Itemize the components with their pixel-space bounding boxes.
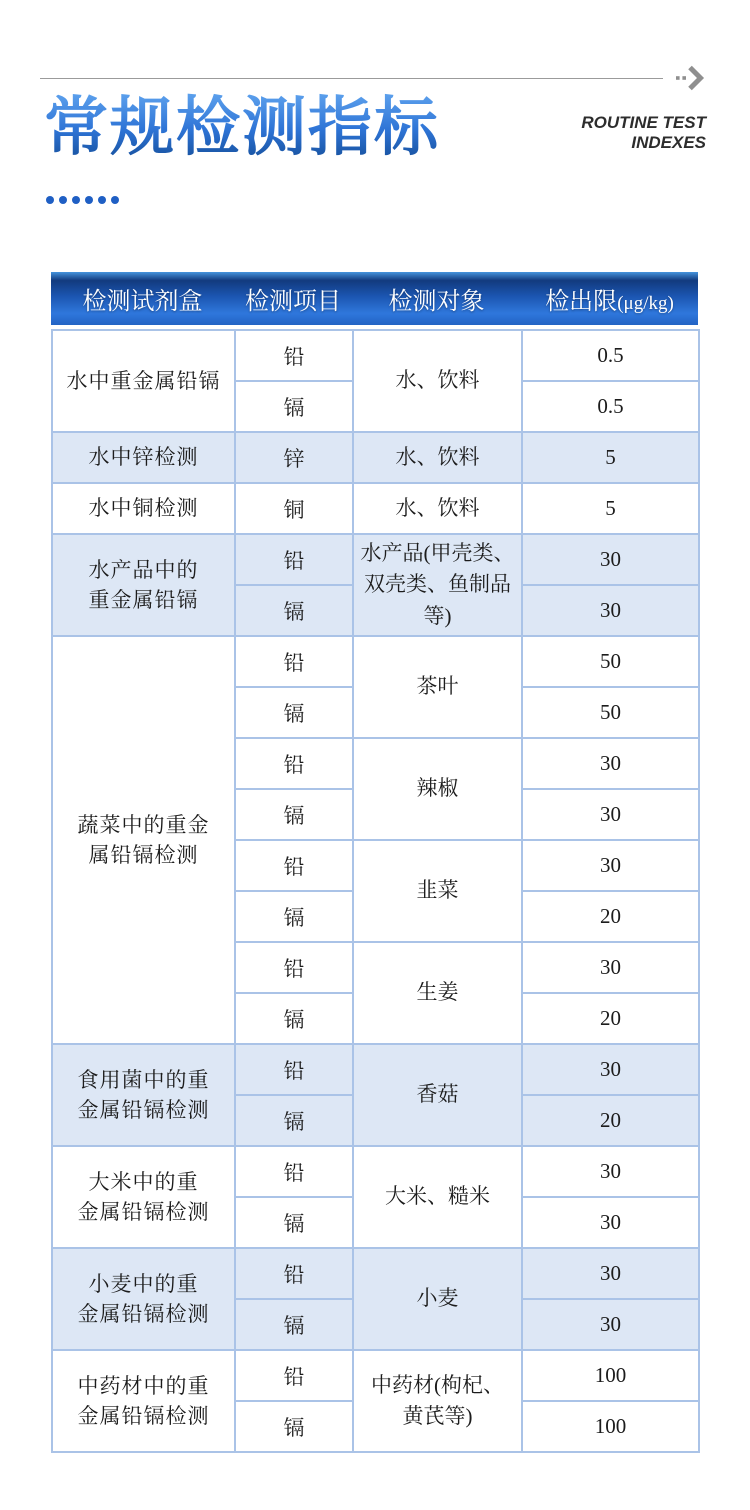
item-cell: 镉 <box>235 1299 353 1350</box>
item-cell: 铅 <box>235 1044 353 1095</box>
limit-cell: 100 <box>522 1401 699 1452</box>
limit-cell: 30 <box>522 1197 699 1248</box>
limit-header-unit: (μg/kg) <box>617 293 674 314</box>
dot-icon <box>98 196 106 204</box>
limit-cell: 0.5 <box>522 381 699 432</box>
test-index-table <box>51 272 698 1453</box>
table-row <box>52 1044 699 1095</box>
table-header-row <box>51 272 698 325</box>
item-cell: 镉 <box>235 381 353 432</box>
dot-icon <box>72 196 80 204</box>
column-header-kit: 检测试剂盒 <box>82 289 203 315</box>
item-cell: 镉 <box>235 891 353 942</box>
table-body <box>51 329 700 1453</box>
item-cell: 铅 <box>235 1248 353 1299</box>
limit-cell: 5 <box>522 432 699 483</box>
object-cell: 中药材(枸杞、 黄芪等) <box>353 1350 522 1452</box>
item-cell: 镉 <box>235 1401 353 1452</box>
object-cell: 小麦 <box>353 1248 522 1350</box>
limit-cell: 30 <box>522 534 699 585</box>
limit-cell: 20 <box>522 1095 699 1146</box>
limit-cell: 30 <box>522 1044 699 1095</box>
limit-cell: 50 <box>522 687 699 738</box>
item-cell: 铅 <box>235 942 353 993</box>
item-cell: 镉 <box>235 585 353 636</box>
table-row <box>52 636 699 687</box>
object-cell: 辣椒 <box>353 738 522 840</box>
object-cell: 水产品(甲壳类、 双壳类、鱼制品等) <box>353 534 522 636</box>
limit-cell: 20 <box>522 993 699 1044</box>
limit-cell: 30 <box>522 942 699 993</box>
item-cell: 铅 <box>235 636 353 687</box>
table-row <box>52 1248 699 1299</box>
kit-cell: 中药材中的重 金属铅镉检测 <box>52 1350 235 1452</box>
limit-cell: 30 <box>522 1299 699 1350</box>
limit-cell: 30 <box>522 738 699 789</box>
kit-cell: 水中锌检测 <box>52 432 235 483</box>
table-row <box>52 534 699 585</box>
kit-cell: 水中重金属铅镉 <box>52 330 235 432</box>
table-row <box>52 1350 699 1401</box>
subtitle-line-2: INDEXES <box>631 133 706 153</box>
item-cell: 铅 <box>235 534 353 585</box>
limit-cell: 0.5 <box>522 330 699 381</box>
dot-icon <box>46 196 54 204</box>
kit-cell: 大米中的重 金属铅镉检测 <box>52 1146 235 1248</box>
table-row <box>52 432 699 483</box>
object-cell: 水、饮料 <box>353 330 522 432</box>
limit-header-label: 检出限 <box>545 289 618 315</box>
limit-cell: 50 <box>522 636 699 687</box>
object-cell: 茶叶 <box>353 636 522 738</box>
subtitle-line-1: ROUTINE TEST <box>581 113 706 132</box>
column-header-limit <box>521 281 698 316</box>
divider-line <box>40 78 663 79</box>
table-row <box>52 483 699 534</box>
dot-icon <box>85 196 93 204</box>
item-cell: 铅 <box>235 738 353 789</box>
limit-cell: 30 <box>522 1146 699 1197</box>
item-cell: 锌 <box>235 432 353 483</box>
object-cell: 水、饮料 <box>353 483 522 534</box>
limit-cell: 20 <box>522 891 699 942</box>
limit-cell: 30 <box>522 1248 699 1299</box>
limit-cell: 30 <box>522 840 699 891</box>
item-cell: 铅 <box>235 1146 353 1197</box>
kit-cell: 蔬菜中的重金 属铅镉检测 <box>52 636 235 1044</box>
object-cell: 韭菜 <box>353 840 522 942</box>
dot-icon <box>111 196 119 204</box>
object-cell: 水、饮料 <box>353 432 522 483</box>
dot-icon <box>59 196 67 204</box>
page-subtitle <box>581 113 706 154</box>
title-dots-decoration <box>46 196 119 204</box>
item-cell: 铅 <box>235 330 353 381</box>
item-cell: 铜 <box>235 483 353 534</box>
object-cell: 香菇 <box>353 1044 522 1146</box>
item-cell: 镉 <box>235 687 353 738</box>
item-cell: 铅 <box>235 1350 353 1401</box>
item-cell: 铅 <box>235 840 353 891</box>
column-header-object: 检测对象 <box>388 289 485 315</box>
limit-cell: 5 <box>522 483 699 534</box>
kit-cell: 小麦中的重 金属铅镉检测 <box>52 1248 235 1350</box>
page-title: 常规检测指标 <box>44 88 440 168</box>
object-cell: 大米、糙米 <box>353 1146 522 1248</box>
item-cell: 镉 <box>235 993 353 1044</box>
dotted-chevron-right-icon <box>674 64 710 92</box>
column-header-item: 检测项目 <box>245 289 341 315</box>
kit-cell: 水中铜检测 <box>52 483 235 534</box>
item-cell: 镉 <box>235 789 353 840</box>
limit-cell: 100 <box>522 1350 699 1401</box>
limit-cell: 30 <box>522 789 699 840</box>
item-cell: 镉 <box>235 1095 353 1146</box>
limit-cell: 30 <box>522 585 699 636</box>
kit-cell: 食用菌中的重 金属铅镉检测 <box>52 1044 235 1146</box>
kit-cell: 水产品中的 重金属铅镉 <box>52 534 235 636</box>
table-row <box>52 330 699 381</box>
object-cell: 生姜 <box>353 942 522 1044</box>
table-row <box>52 1146 699 1197</box>
item-cell: 镉 <box>235 1197 353 1248</box>
